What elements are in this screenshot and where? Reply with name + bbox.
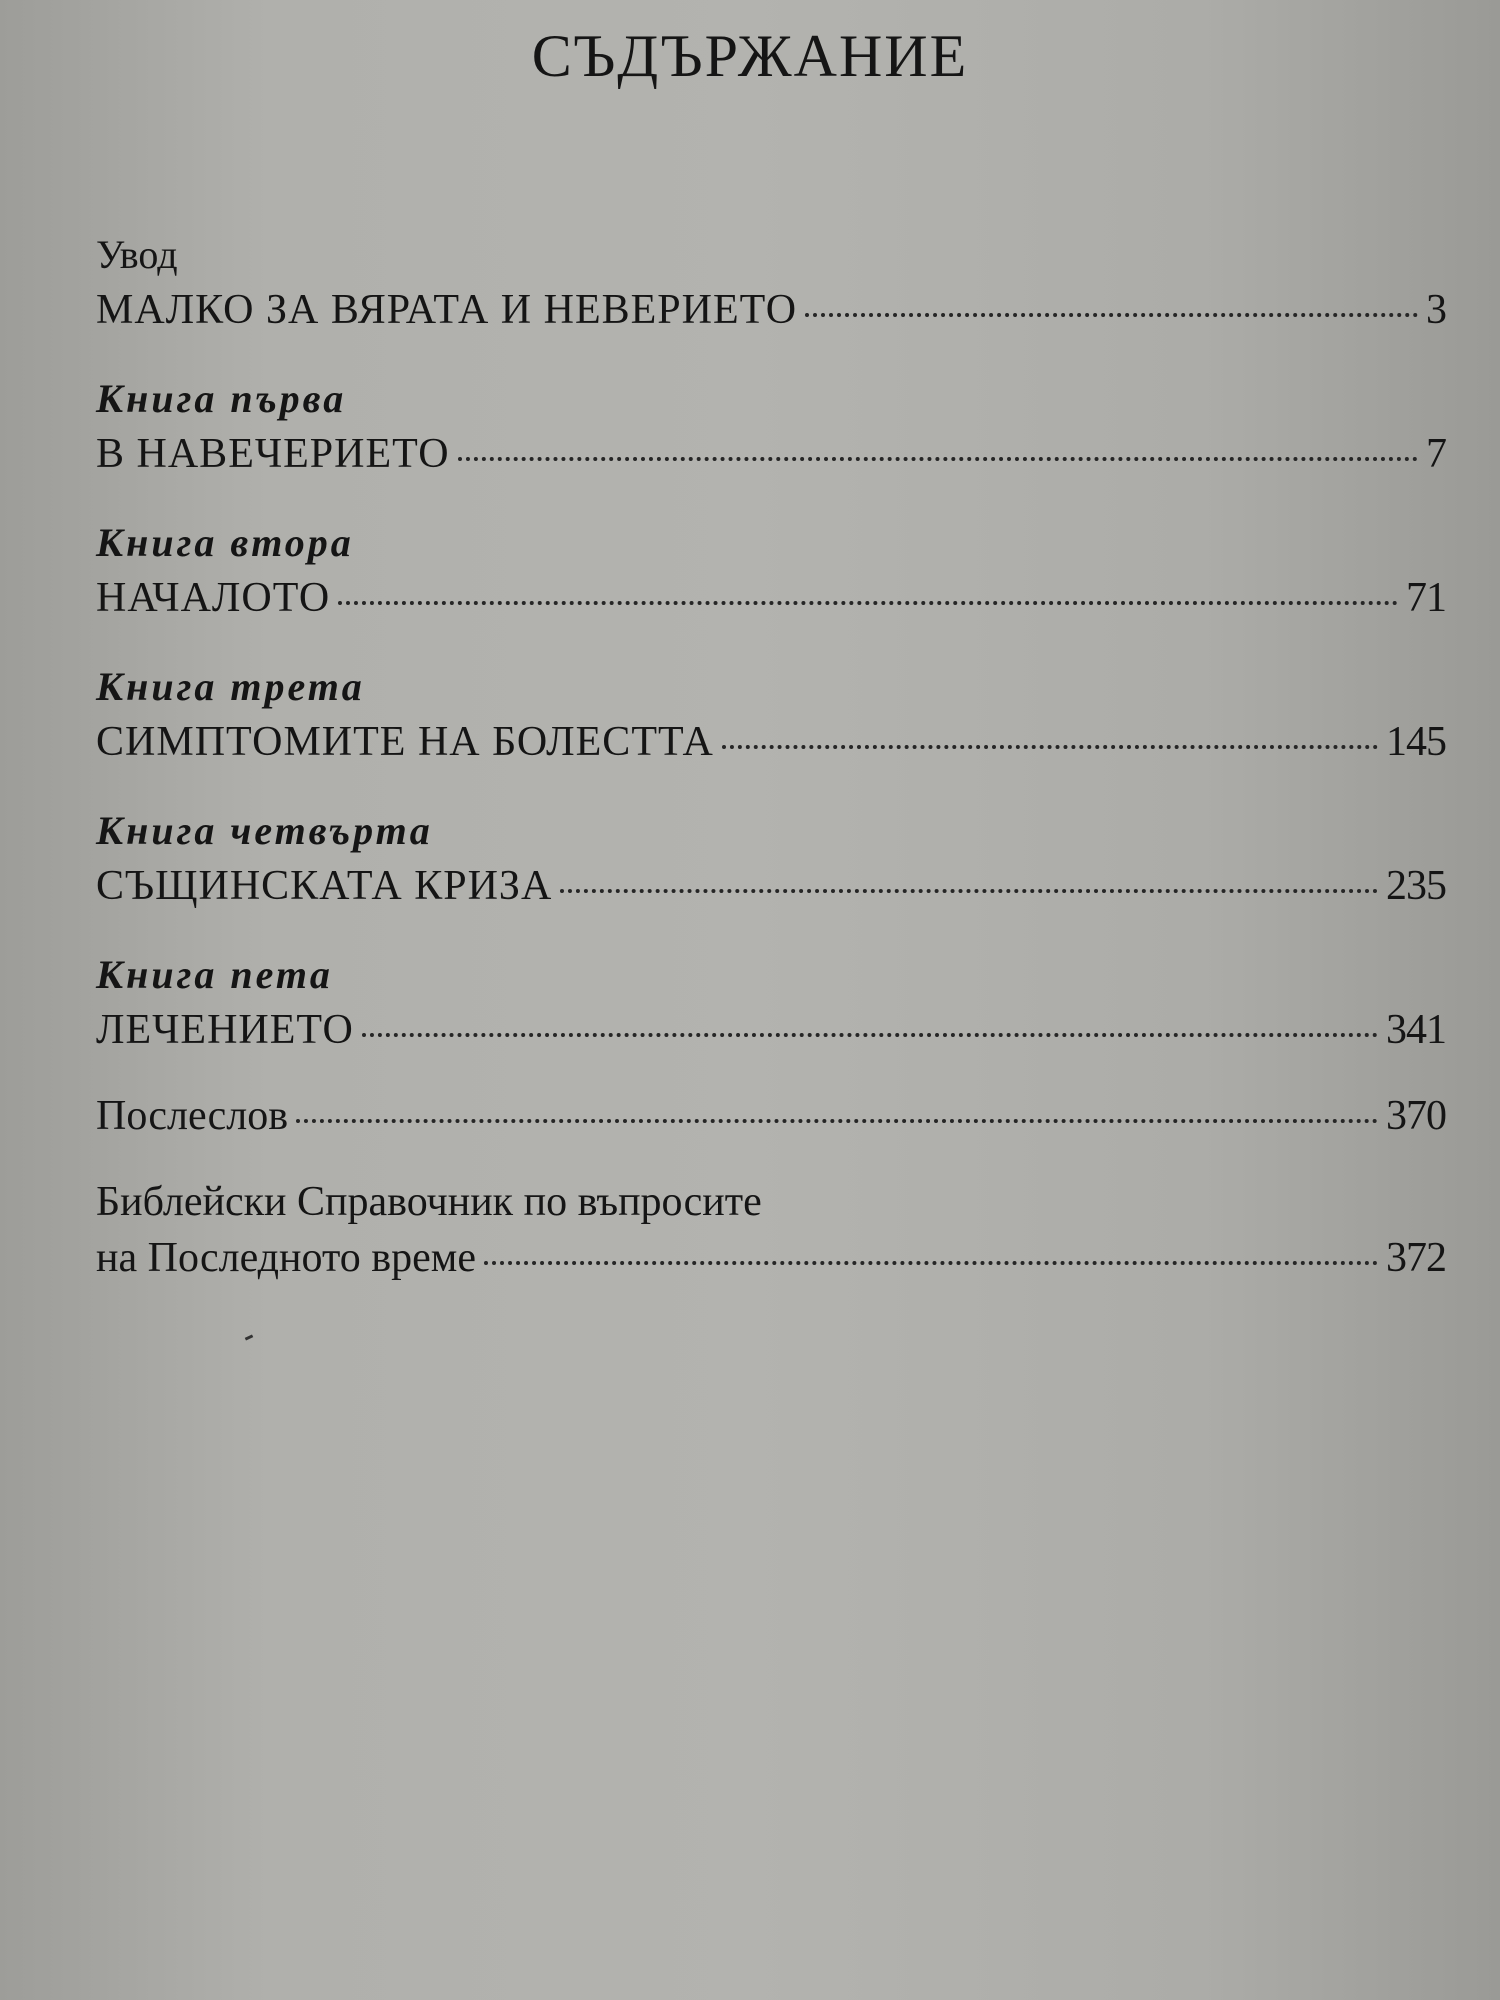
entry-title: ЛЕЧЕНИЕТО — [96, 1007, 354, 1053]
toc-entry-reference — [96, 1174, 1446, 1286]
dot-leader — [338, 601, 1398, 605]
dot-leader — [458, 457, 1418, 461]
entry-title: СИМПТОМИТЕ НА БОЛЕСТТА — [96, 719, 714, 765]
entry-page-number: 370 — [1386, 1093, 1446, 1139]
entry-title: СЪЩИНСКАТА КРИЗА — [96, 863, 553, 909]
entry-page-number: 235 — [1386, 863, 1446, 909]
entry-page-number: 372 — [1386, 1235, 1446, 1281]
entry-label: Книга първа — [96, 376, 347, 421]
toc-entry-book-5 — [96, 948, 1446, 1058]
entry-row — [96, 1230, 1446, 1286]
entry-title-first-line — [96, 1174, 1446, 1230]
entry-label: Книга втора — [96, 520, 354, 565]
entry-title: НАЧАЛОТО — [96, 575, 331, 621]
entry-row — [96, 714, 1446, 770]
entry-page-number: 7 — [1426, 431, 1446, 477]
entry-row — [96, 1002, 1446, 1058]
entry-title: В НАВЕЧЕРИЕТО — [96, 431, 450, 477]
entry-label: Книга четвърта — [96, 808, 433, 853]
toc-entry-book-4 — [96, 804, 1446, 914]
entry-page-number: 145 — [1386, 719, 1446, 765]
entry-row — [96, 570, 1446, 626]
entry-row — [96, 282, 1446, 338]
entry-title: Послеслов — [96, 1093, 289, 1139]
toc-entry-book-2 — [96, 516, 1446, 626]
dot-leader — [484, 1261, 1378, 1265]
toc-entry-intro — [96, 228, 1446, 338]
entry-title: МАЛКО ЗА ВЯРАТА И НЕВЕРИЕТО — [96, 287, 798, 333]
entry-page-number: 3 — [1426, 287, 1446, 333]
toc-entry-afterword — [96, 1088, 1446, 1144]
entry-title-line1: Библейски Справочник по въпросите — [96, 1179, 762, 1225]
entry-page-number: 71 — [1406, 575, 1446, 621]
entry-row — [96, 426, 1446, 482]
entry-label: Увод — [96, 232, 178, 277]
entry-label: Книга трета — [96, 664, 365, 709]
entry-title: на Последното време — [96, 1235, 476, 1281]
entry-row — [96, 858, 1446, 914]
paper-speck — [245, 1334, 254, 1340]
dot-leader — [362, 1033, 1378, 1037]
dot-leader — [722, 745, 1378, 749]
dot-leader — [560, 889, 1378, 893]
toc-entry-book-3 — [96, 660, 1446, 770]
toc-entry-book-1 — [96, 372, 1446, 482]
dot-leader — [805, 313, 1418, 317]
page-title: СЪДЪРЖАНИЕ — [531, 23, 969, 89]
dot-leader — [296, 1119, 1378, 1123]
entry-row — [96, 1088, 1446, 1144]
entry-label: Книга пета — [96, 952, 333, 997]
table-of-contents — [96, 228, 1446, 1286]
entry-page-number: 341 — [1386, 1007, 1446, 1053]
